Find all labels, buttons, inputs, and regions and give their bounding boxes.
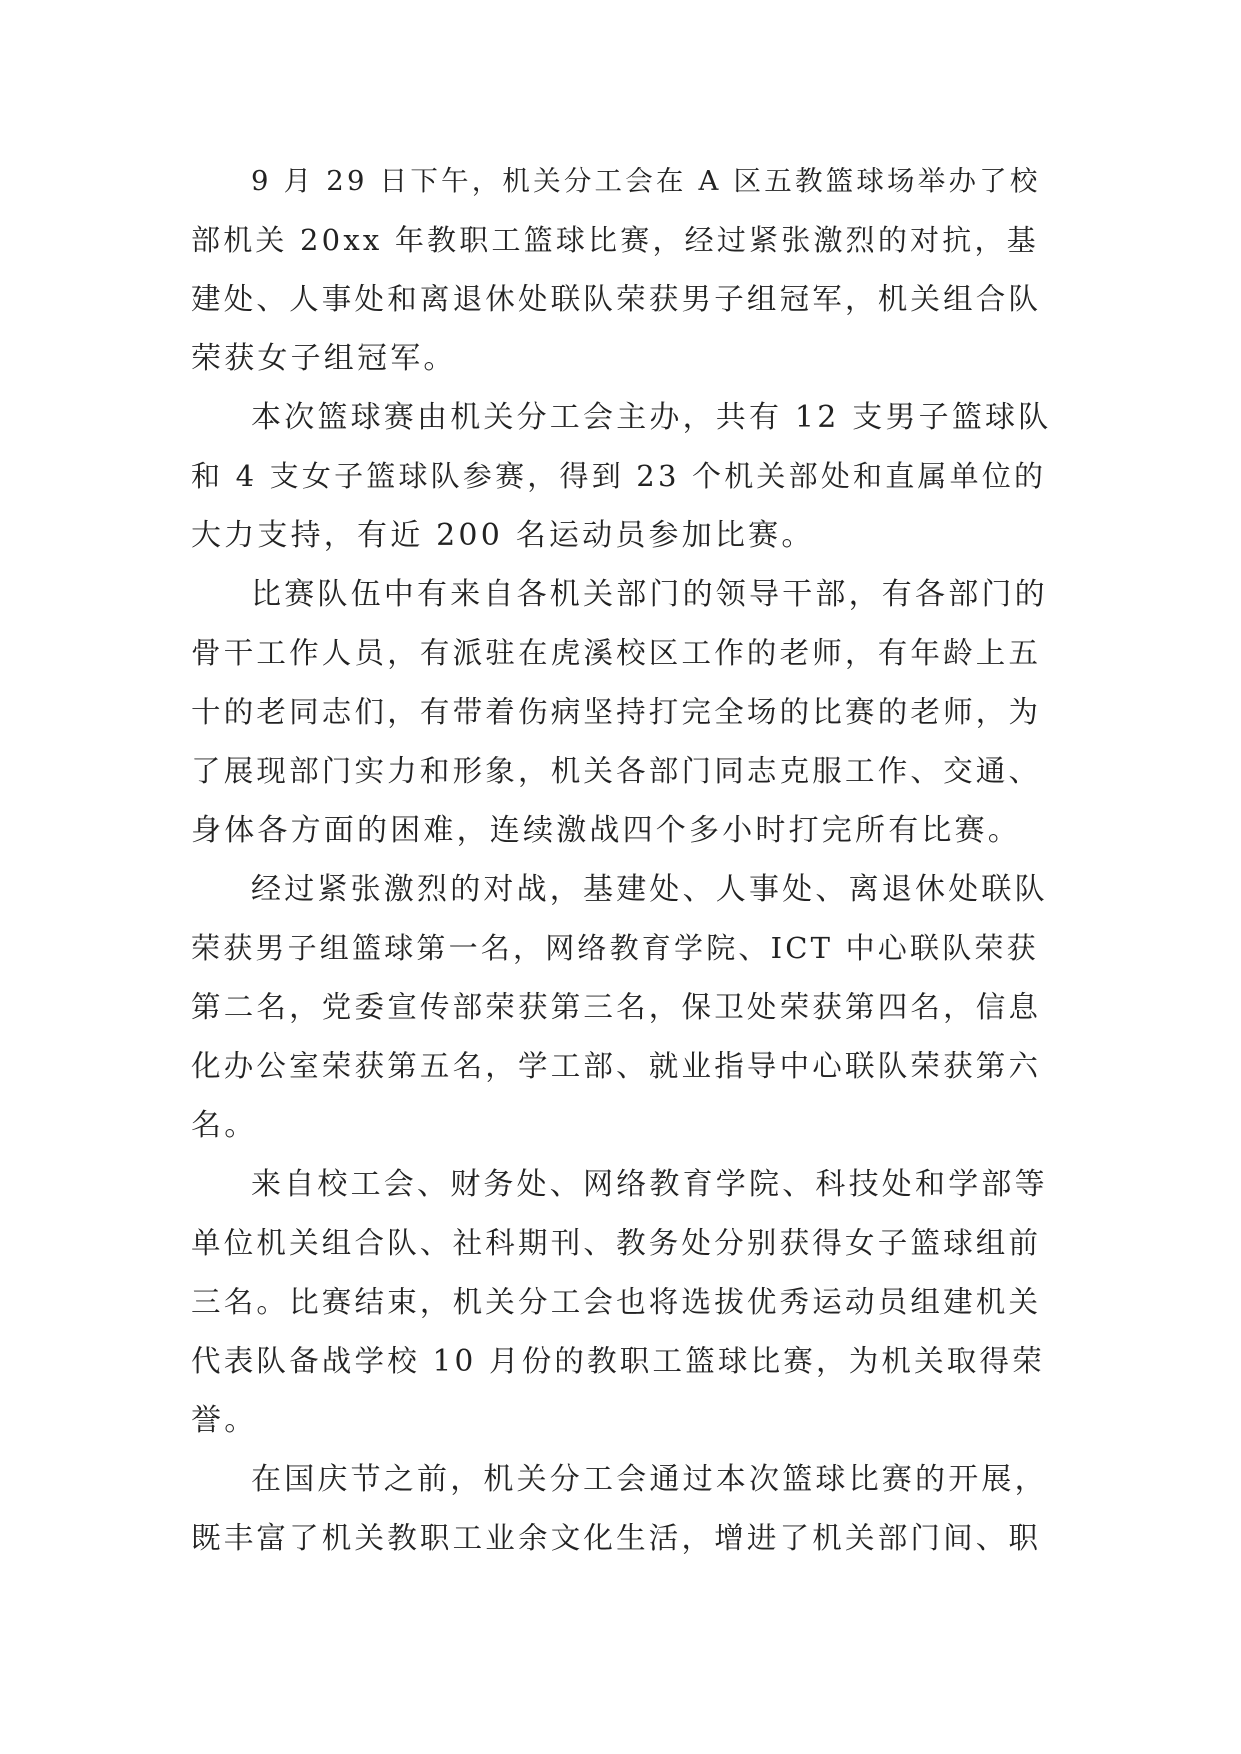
paragraph-line: 大力支持，有近 200 名运动员参加比赛。 [191,518,815,553]
paragraph-5 [191,1155,1051,1450]
paragraph-line: 比赛队伍中有来自各机关部门的领导干部，有各部门的 [251,577,1048,612]
paragraph-line: 了展现部门实力和形象，机关各部门同志克服工作、交通、 [191,754,1042,788]
paragraph-line: 在国庆节之前，机关分工会通过本次篮球比赛的开展， [251,1462,1048,1497]
paragraph-6 [191,1450,1051,1568]
paragraph-line: 名。 [191,1108,258,1143]
paragraph-line: 骨干工作人员，有派驻在虎溪校区工作的老师，有年龄上五 [191,636,1042,670]
paragraph-line: 荣获男子组篮球第一名，网络教育学院、ICT 中心联队荣获 [191,931,1039,965]
paragraph-line: 来自校工会、财务处、网络教育学院、科技处和学部等 [251,1167,1048,1202]
paragraph-3 [191,565,1051,860]
paragraph-line: 三名。比赛结束，机关分工会也将选拔优秀运动员组建机关 [191,1285,1042,1319]
paragraph-line: 十的老同志们，有带着伤病坚持打完全场的比赛的老师，为 [191,695,1042,729]
paragraph-line: 本次篮球赛由机关分工会主办，共有 12 支男子篮球队 [251,400,1052,435]
paragraph-line: 部机关 20xx 年教职工篮球比赛，经过紧张激烈的对抗，基 [191,223,1039,257]
paragraph-2 [191,388,1051,565]
paragraph-line: 经过紧张激烈的对战，基建处、人事处、离退休处联队 [251,872,1048,907]
paragraph-line: 既丰富了机关教职工业余文化生活，增进了机关部门间、职 [191,1521,1042,1555]
paragraph-line: 和 4 支女子篮球队参赛，得到 23 个机关部处和直属单位的 [191,459,1047,493]
paragraph-line: 誉。 [191,1403,258,1438]
paragraph-line: 单位机关组合队、社科期刊、教务处分别获得女子篮球组前 [191,1226,1042,1260]
paragraph-4 [191,860,1051,1155]
paragraph-1 [191,152,1051,388]
paragraph-line: 第二名，党委宣传部荣获第三名，保卫处荣获第四名，信息 [191,990,1042,1024]
paragraph-line: 化办公室荣获第五名，学工部、就业指导中心联队荣获第六 [191,1049,1042,1083]
paragraph-line: 代表队备战学校 10 月份的教职工篮球比赛，为机关取得荣 [191,1344,1045,1378]
document-body [191,152,1051,1568]
paragraph-line: 建处、人事处和离退休处联队荣获男子组冠军，机关组合队 [191,282,1042,316]
paragraph-line: 9 月 29 日下午，机关分工会在 A 区五教篮球场举办了校 [251,165,1041,197]
paragraph-line: 身体各方面的困难，连续激战四个多小时打完所有比赛。 [191,813,1021,848]
paragraph-line: 荣获女子组冠军。 [191,341,457,376]
